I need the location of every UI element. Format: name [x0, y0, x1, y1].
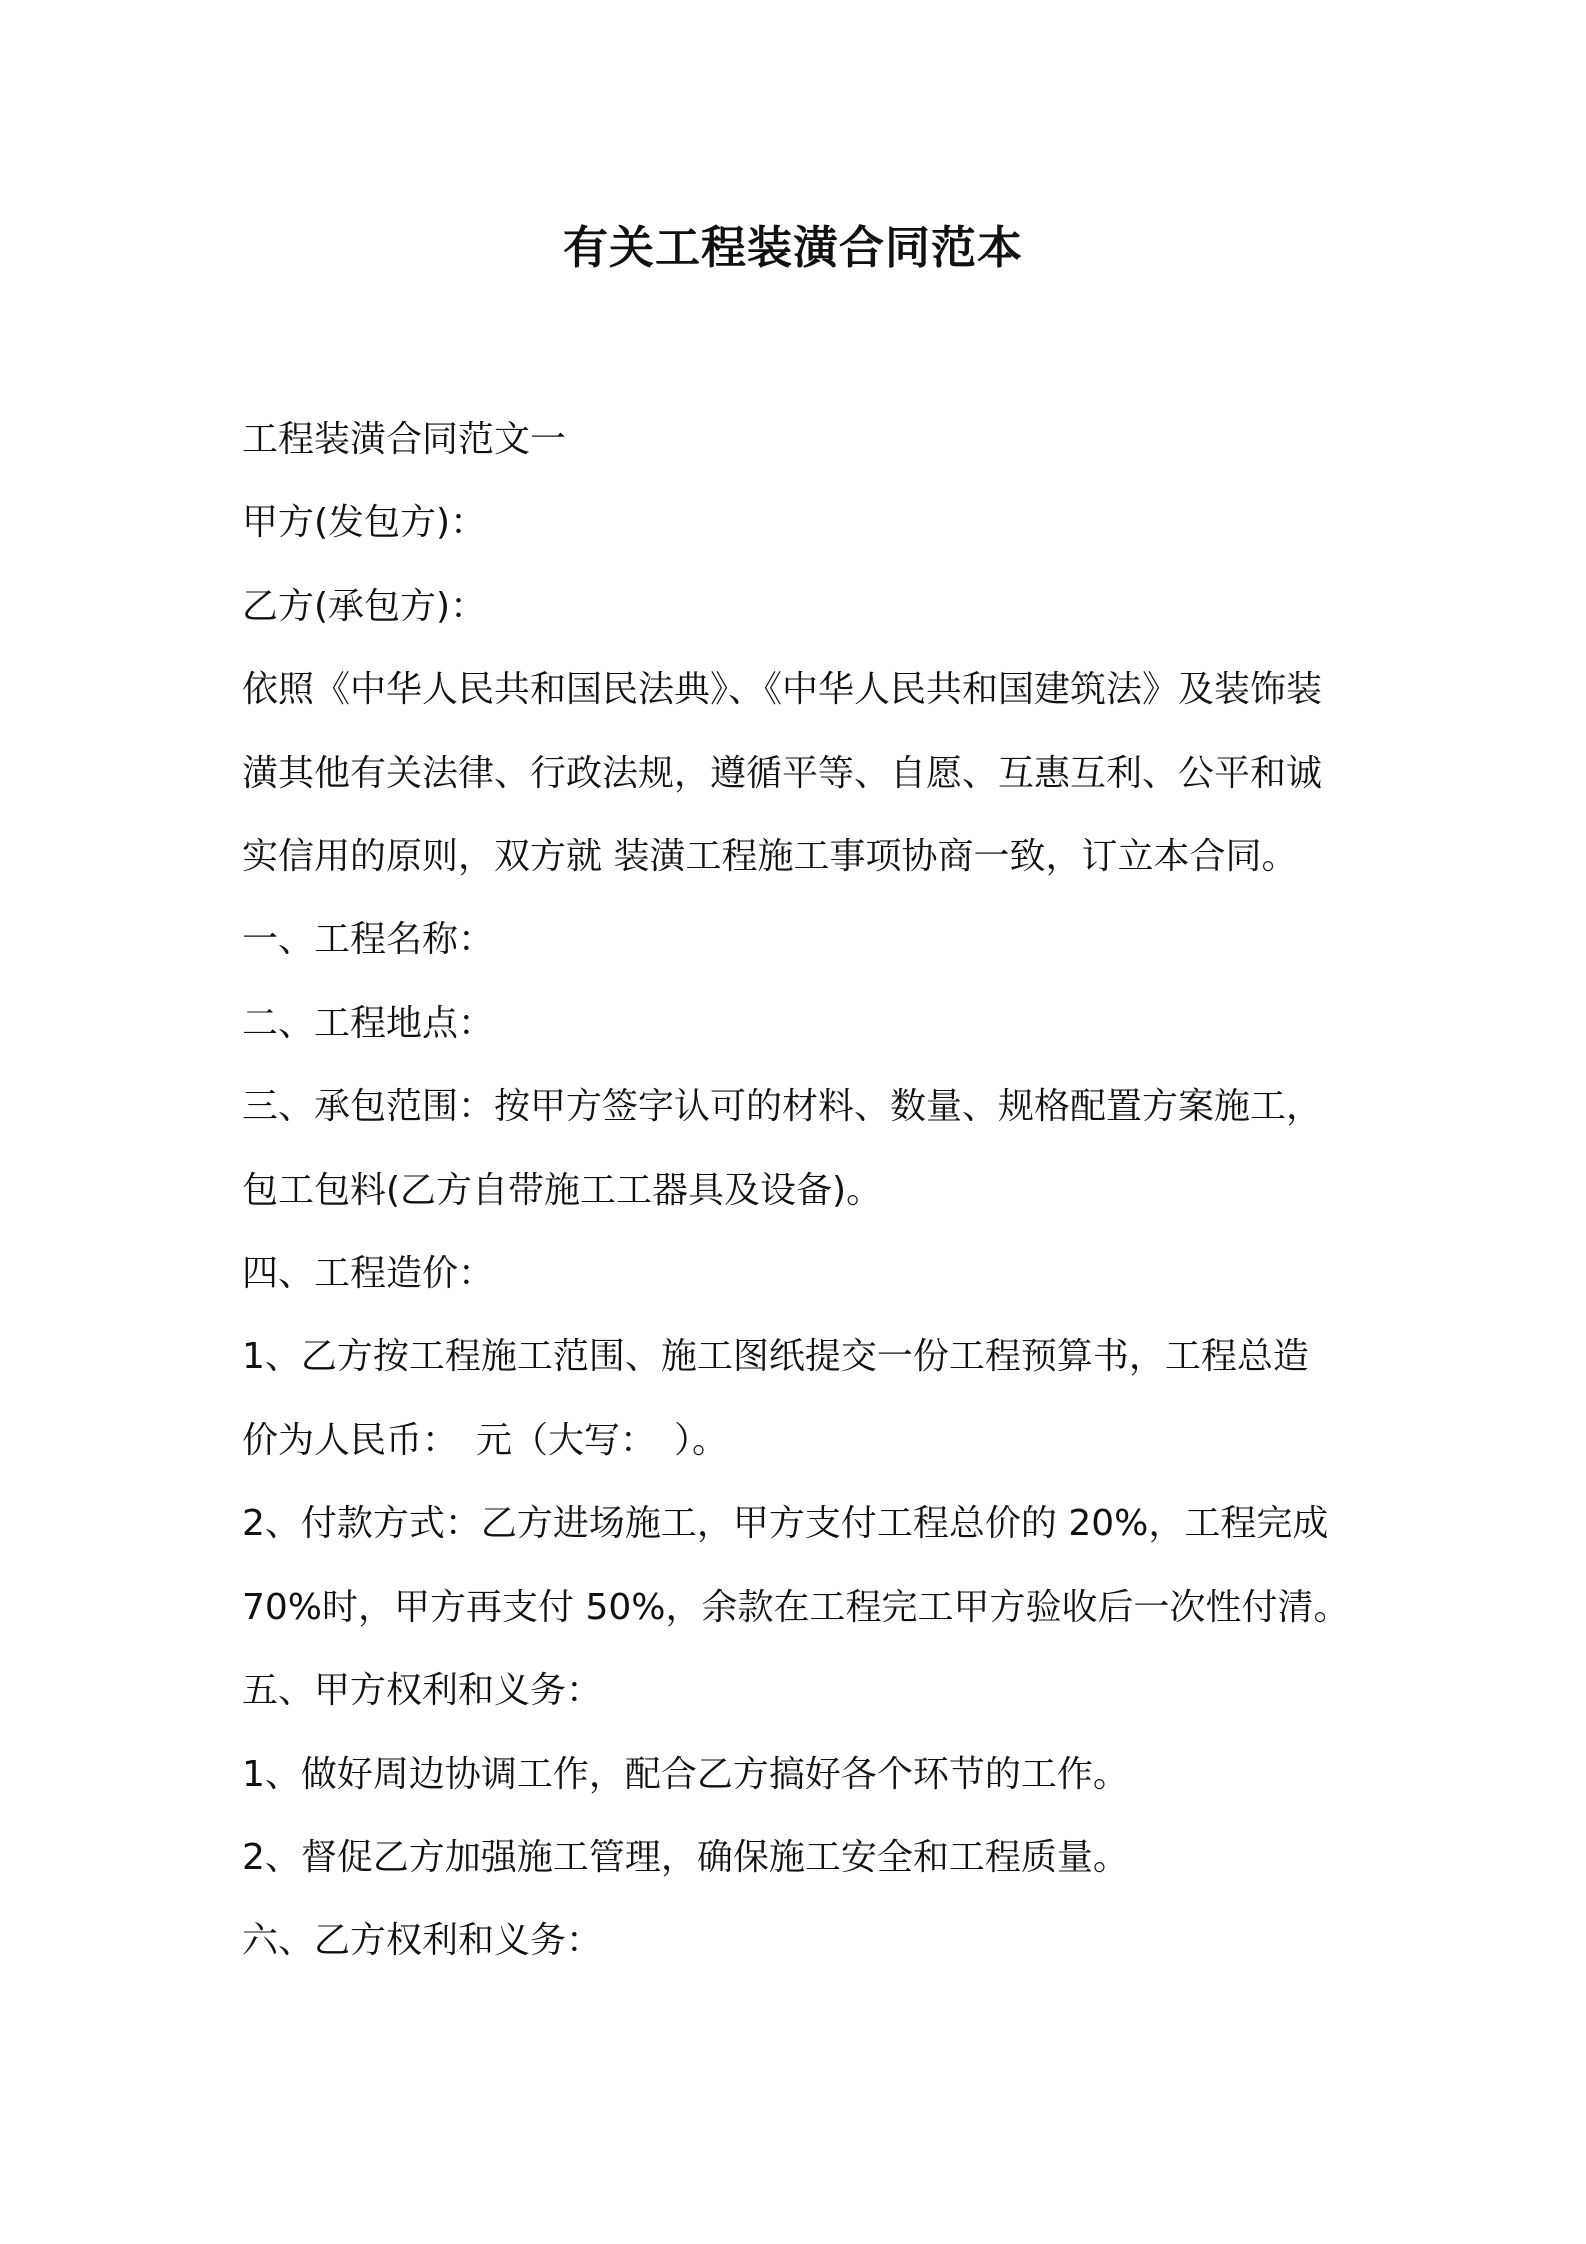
party-b-line: 乙方(承包方)：	[242, 585, 487, 627]
clause-project-location: 二、工程地点：	[242, 1002, 495, 1044]
cost-item-2-line-1: 2、付款方式：乙方进场施工，甲方支付工程总价的 20%，工程完成	[242, 1503, 1329, 1545]
cost-item-2-line-2: 70%时，甲方再支付 50%，余款在工程完工甲方验收后一次性付清。	[242, 1586, 1350, 1628]
section-heading-sample-1: 工程装潢合同范文一	[242, 419, 567, 460]
preamble-line-1: 依照《中华人民共和国民法典》、《中华人民共和国建筑法》及装饰装	[242, 669, 1323, 711]
document-body	[242, 398, 1382, 1983]
cost-item-1-line-2: 价为人民币： 元（大写： ）。	[242, 1419, 729, 1461]
preamble-line-2: 潢其他有关法律、行政法规，遵循平等、自愿、互惠互利、公平和诚	[242, 752, 1323, 794]
party-a-line: 甲方(发包方)：	[242, 502, 487, 544]
clause-scope-line-2: 包工包料(乙方自带施工工器具及设备)。	[242, 1169, 883, 1211]
clause-scope-line-1: 三、承包范围：按甲方签字认可的材料、数量、规格配置方案施工，	[242, 1086, 1323, 1128]
clause-party-b-rights: 六、乙方权利和义务：	[242, 1920, 603, 1962]
party-a-item-1: 1、做好周边协调工作，配合乙方搞好各个环节的工作。	[242, 1753, 1129, 1795]
cost-item-1-line-1: 1、乙方按工程施工范围、施工图纸提交一份工程预算书，工程总造	[242, 1336, 1309, 1378]
preamble-line-3: 实信用的原则，双方就 装潢工程施工事项协商一致，订立本合同。	[242, 836, 1298, 878]
clause-project-cost: 四、工程造价：	[242, 1253, 495, 1295]
document-title: 有关工程装潢合同范本	[562, 221, 1023, 274]
clause-project-name: 一、工程名称：	[242, 919, 495, 961]
party-a-item-2: 2、督促乙方加强施工管理，确保施工安全和工程质量。	[242, 1836, 1129, 1878]
clause-party-a-rights: 五、甲方权利和义务：	[242, 1670, 603, 1712]
